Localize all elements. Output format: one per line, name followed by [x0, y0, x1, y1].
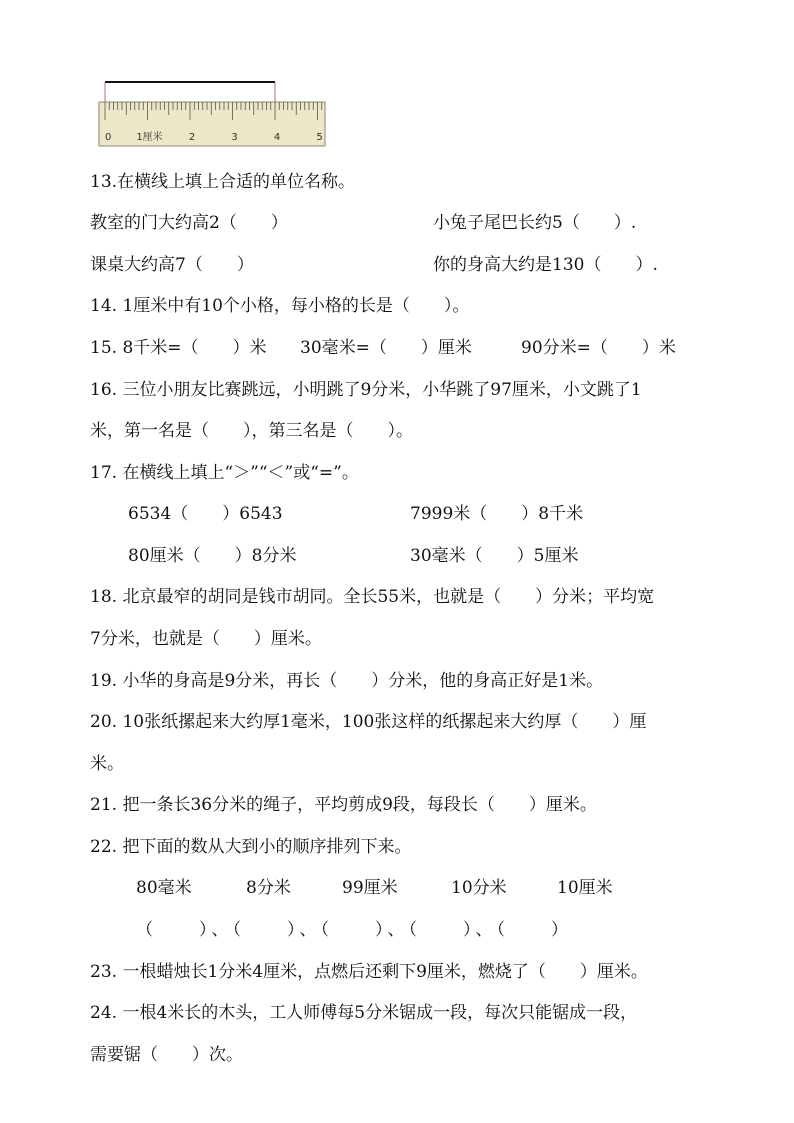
q16-line2: 米，第一名是（ ），第三名是（ ）。	[90, 421, 413, 441]
q15-item-dm: 90分米=（ ）米	[521, 338, 676, 358]
ruler-svg	[98, 74, 328, 150]
q22-value-5: 10厘米	[557, 878, 613, 898]
ruler-body	[99, 102, 325, 146]
q22-answer-line: （ ）、（ ）、（ ）、（ ）、（ ）	[136, 920, 572, 940]
q24-line2: 需要锯（ ）次。	[90, 1045, 243, 1065]
q24-line1: 24. 一根4米长的木头，工人师傅每5分米锯成一段，每次只能锯成一段，	[90, 1003, 638, 1023]
q22-value-3: 99厘米	[342, 878, 398, 898]
q19-text: 19. 小华的身高是9分米，再长（ ）分米，他的身高正好是1米。	[90, 671, 604, 691]
q22-value-2: 8分米	[246, 878, 291, 898]
q13-title: 13.在横线上填上合适的单位名称。	[90, 172, 356, 192]
q23-text: 23. 一根蜡烛长1分米4厘米，点燃后还剩下9厘米，燃烧了（ ）厘米。	[90, 962, 648, 982]
q17-item-1: 6534（ ）6543	[128, 504, 283, 524]
q20-line2: 米。	[90, 754, 124, 774]
ruler-label: 1厘米	[136, 132, 163, 143]
ruler-label: 4	[273, 132, 281, 143]
q21-text: 21. 把一条长36分米的绳子，平均剪成9段，每段长（ ）厘米。	[90, 795, 597, 815]
ruler-label: 5	[316, 132, 323, 143]
q17-item-3: 80厘米（ ）8分米	[128, 546, 297, 566]
q15-item-km: 15. 8千米=（ ）米	[90, 338, 267, 358]
q22-value-4: 10分米	[451, 878, 507, 898]
q13-item-desk: 课桌大约高7（ ）	[90, 255, 254, 275]
ruler-label: 2	[188, 132, 196, 143]
q18-line2: 7分米，也就是（ ）厘米。	[90, 629, 322, 649]
q22-title: 22. 把下面的数从大到小的顺序排列下来。	[90, 837, 412, 857]
q17-item-2: 7999米（ ）8千米	[410, 504, 584, 524]
q15-item-mm: 30毫米=（ ）厘米	[300, 338, 472, 358]
q22-value-1: 80毫米	[136, 878, 192, 898]
ruler-label: 3	[231, 132, 238, 143]
q17-item-4: 30毫米（ ）5厘米	[410, 546, 579, 566]
q17-title: 17. 在横线上填上“＞”“＜”或“=”。	[90, 463, 359, 483]
q18-line1: 18. 北京最窄的胡同是钱市胡同。全长55米，也就是（ ）分米；平均宽	[90, 587, 655, 607]
q13-item-rabbit-tail: 小兔子尾巴长约5（ ）.	[433, 213, 637, 233]
ruler-figure	[98, 74, 328, 150]
q20-line1: 20. 10张纸摞起来大约厚1毫米，100张这样的纸摞起来大约厚（ ）厘	[90, 712, 647, 732]
q13-item-height: 你的身高大约是130（ ）.	[433, 255, 658, 275]
ruler-label: 0	[105, 132, 112, 143]
q16-line1: 16. 三位小朋友比赛跳远，小明跳了9分米，小华跳了97厘米，小文跳了1	[90, 380, 642, 400]
q13-item-door: 教室的门大约高2（ ）	[90, 213, 288, 233]
q14-text: 14. 1厘米中有10个小格，每小格的长是（ ）。	[90, 296, 470, 316]
